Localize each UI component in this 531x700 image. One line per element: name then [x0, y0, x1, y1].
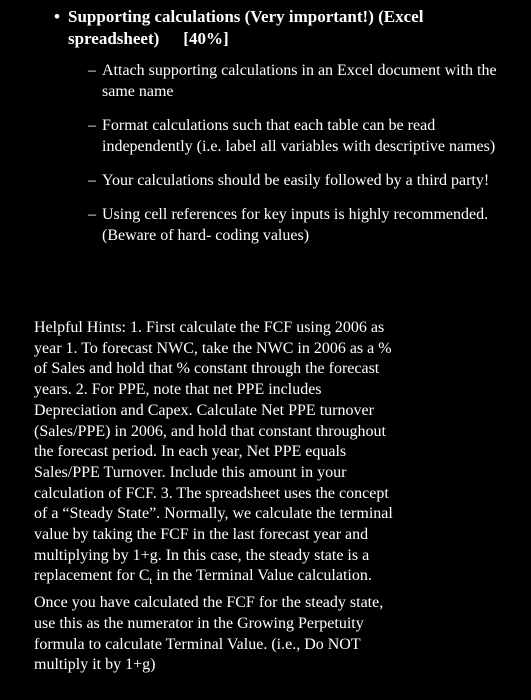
dash-icon: – — [88, 206, 96, 223]
hint-line: years. 2. For PPE, note that net PPE includes — [34, 381, 322, 399]
list-item — [88, 204, 508, 246]
hint-line: value by taking the FCF in the last forecast year and — [34, 526, 369, 544]
weight-badge: [40%] — [183, 29, 229, 48]
list-item-text: Using cell references for key inputs is highly recommended. (Beware of hard- coding values) — [102, 206, 489, 244]
heading-line-2-text: spreadsheet) — [68, 29, 160, 48]
hint-line-start: replacement for C — [34, 567, 150, 585]
hint-line: use this as the numerator in the Growing Perpetuity — [34, 615, 364, 633]
hint-line: Sales/PPE Turnover. Include this amount in your — [34, 463, 347, 481]
list-item — [88, 60, 508, 102]
hint-line-end: in the Terminal Value calculation. — [152, 567, 372, 585]
hint-line: Helpful Hints: 1. First calculate the FCF using 2006 as — [34, 319, 385, 336]
dash-icon: – — [88, 117, 96, 134]
hint-line: multiplying by 1+g. In this case, the steady state is a — [34, 546, 370, 564]
list-item-text: Format calculations such that each table can be read independently (i.e. label all variables with descriptive names) — [102, 117, 496, 155]
hint-line: Once you have calculated the FCF for the steady state, — [34, 594, 384, 612]
dash-icon: – — [88, 62, 96, 79]
hint-line — [34, 566, 464, 593]
heading-line-2 — [60, 28, 520, 50]
hint-line: Depreciation and Capex. Calculate Net PPE turnover — [34, 401, 374, 419]
requirements-list — [88, 60, 508, 259]
hint-line: calculation of FCF. 3. The spreadsheet uses the concept — [34, 484, 389, 502]
section-heading — [54, 6, 520, 50]
hint-line: year 1. To forecast NWC, take the NWC in 2006 as a % — [34, 339, 392, 357]
list-item — [88, 170, 508, 191]
list-item — [88, 115, 508, 157]
hint-line: (Sales/PPE) in 2006, and hold that constant throughout — [34, 422, 386, 440]
hint-line: formula to calculate Terminal Value. (i.e., Do NOT — [34, 635, 361, 653]
subscript-t: t — [149, 576, 153, 588]
hint-line: the forecast period. In each year, Net PPE equals — [34, 443, 347, 461]
dash-icon: – — [88, 172, 96, 189]
bullet-icon: • — [54, 7, 60, 26]
list-item-text: Your calculations should be easily followed by a third party! — [102, 172, 490, 189]
heading-line-1: Supporting calculations (Very important!) (Excel — [68, 7, 424, 26]
helpful-hints — [34, 318, 464, 676]
hint-line: multiply it by 1+g) — [34, 656, 156, 674]
list-item-text: Attach supporting calculations in an Excel document with the same name — [102, 62, 497, 100]
hint-line: of a “Steady State”. Normally, we calculate the terminal — [34, 505, 393, 523]
hint-line: of Sales and hold that % constant through the forecast — [34, 360, 380, 378]
